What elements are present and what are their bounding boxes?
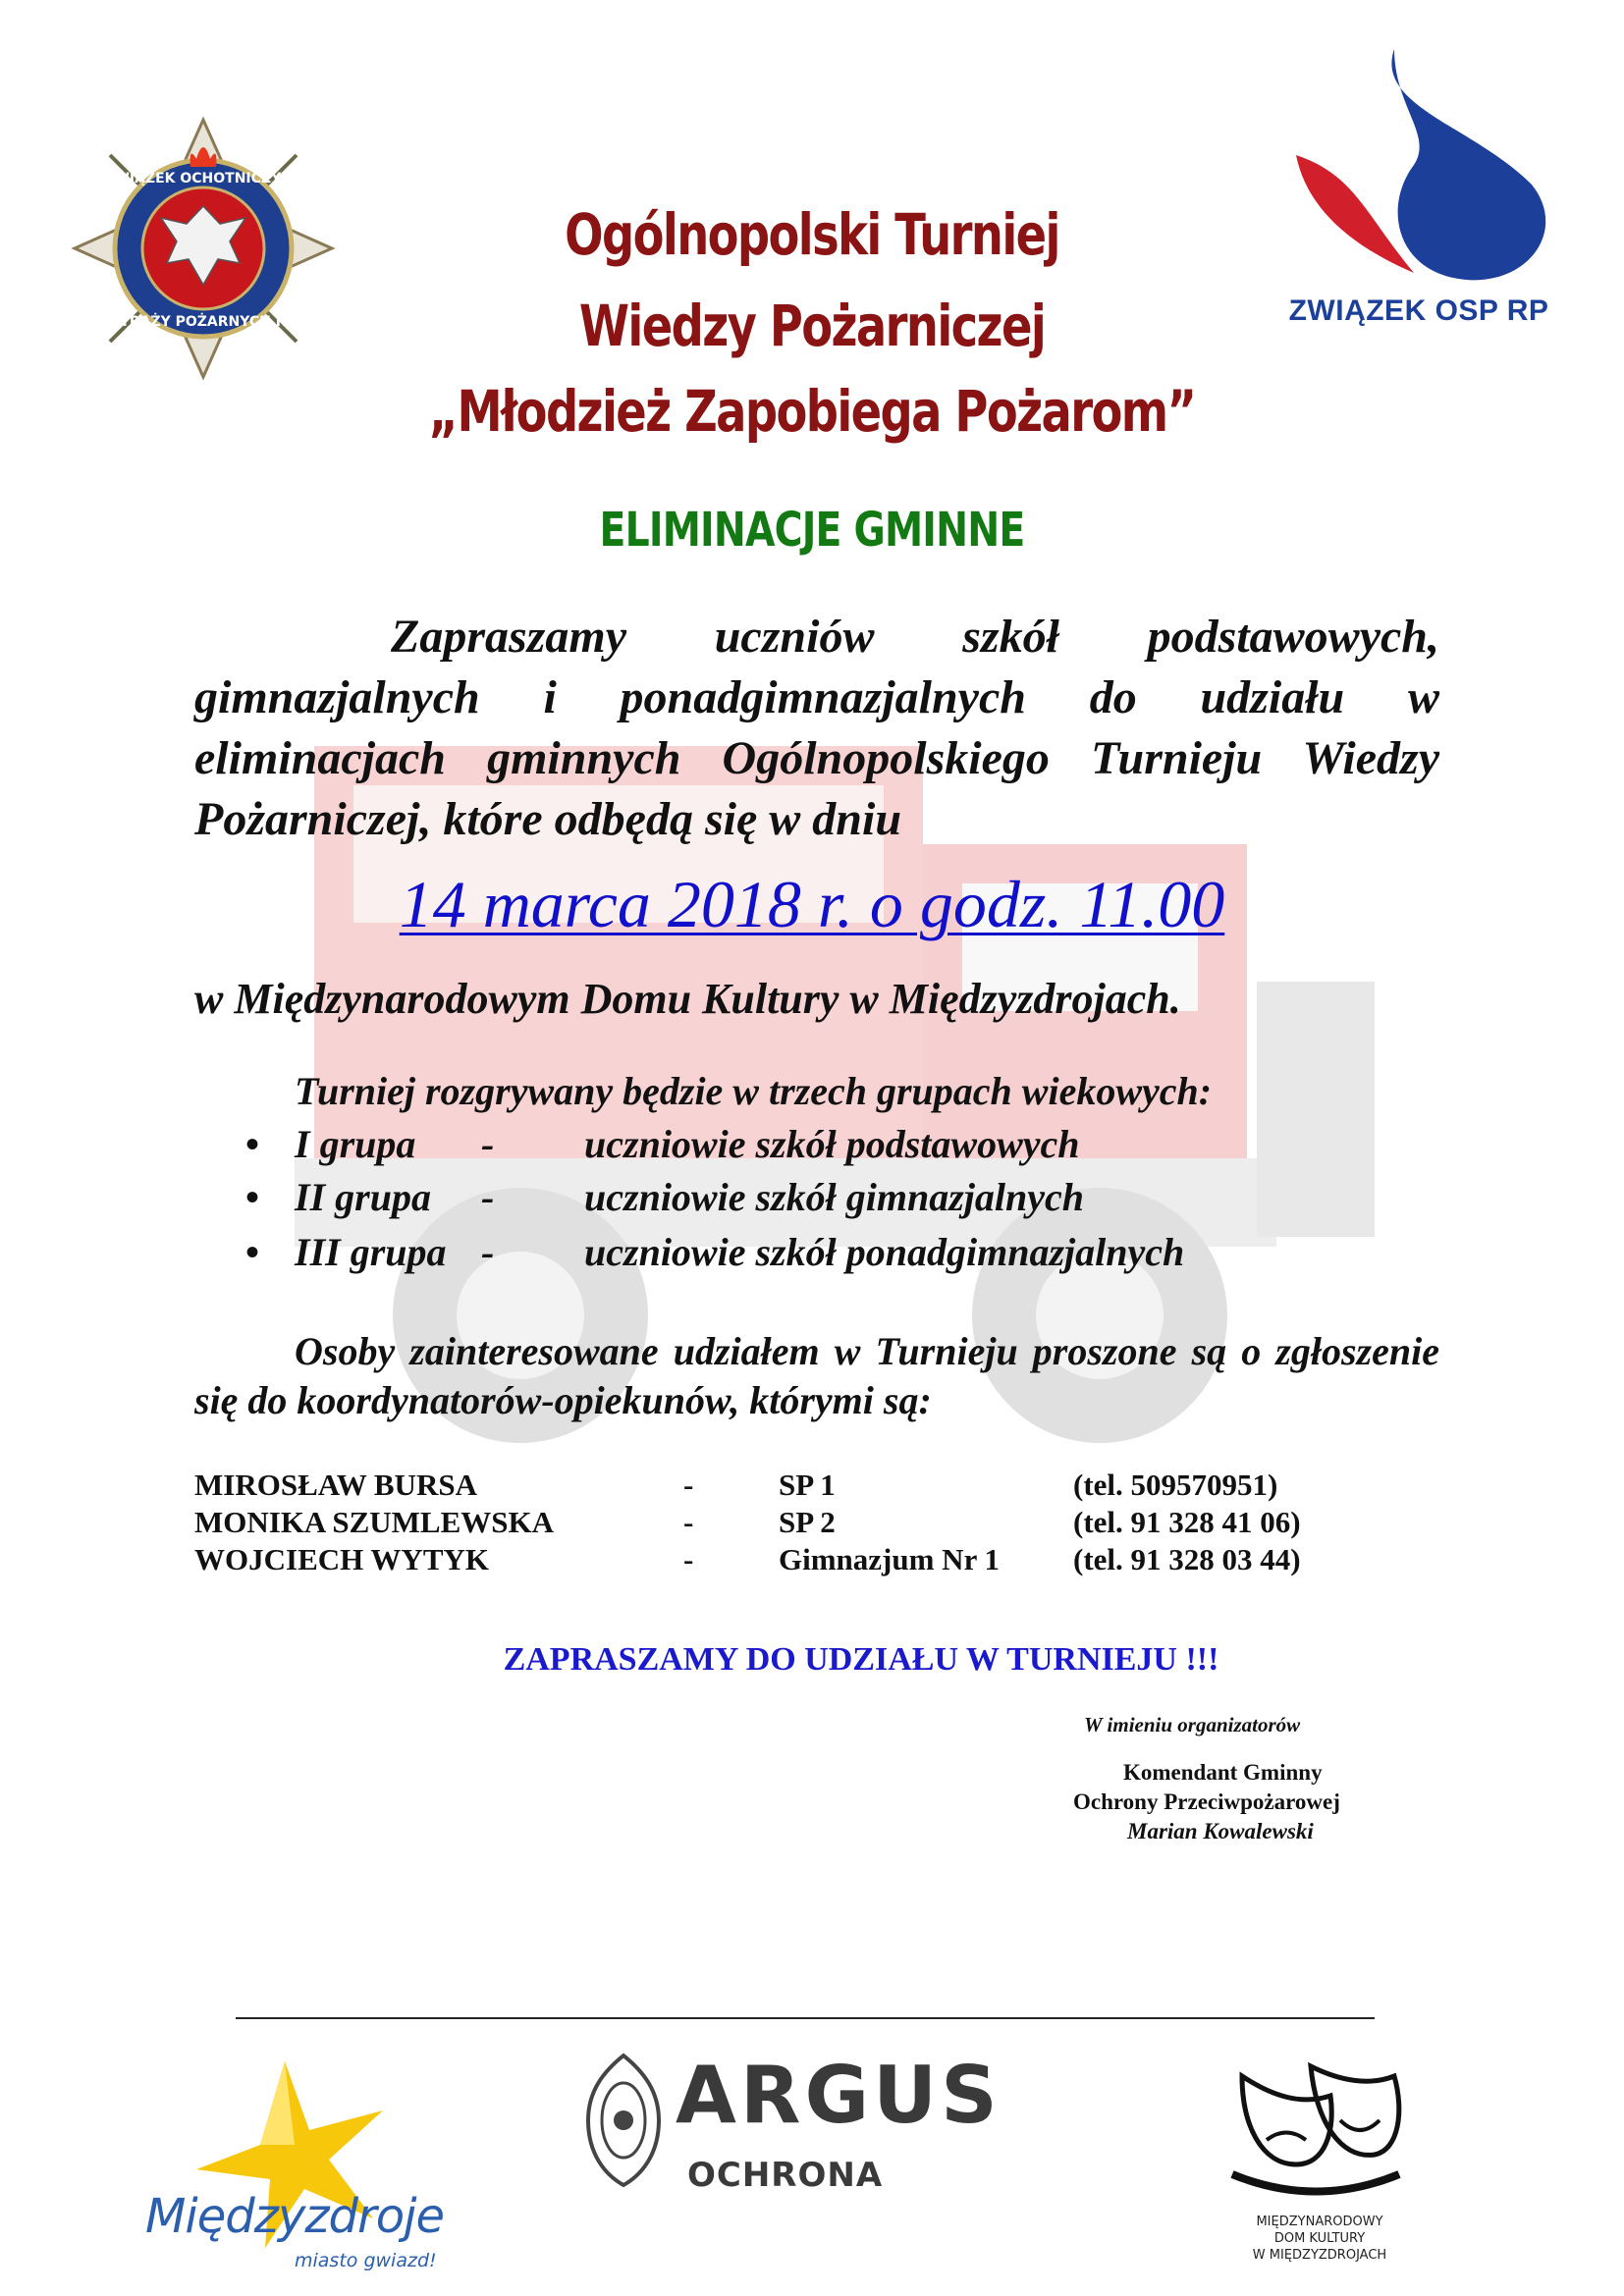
signature-title-line-2: Ochrony Przeciwpożarowej: [1073, 1789, 1340, 1814]
group-description: uczniowie szkół ponadgimnazjalnych: [584, 1230, 1185, 1274]
coordinator-name: WOJCIECH WYTYK: [194, 1542, 489, 1576]
argus-logo-name: ARGUS: [676, 2050, 1001, 2141]
coordinator-name: MONIKA SZUMLEWSKA: [194, 1505, 555, 1539]
coordinator-school: SP 1: [779, 1468, 836, 1502]
event-date: 14 marca 2018 r. o godz. 11.00: [399, 867, 1225, 941]
argus-shield-logo-icon: [584, 2052, 663, 2189]
coordinator-dash: -: [683, 1468, 694, 1502]
page-title-line-1: Ogólnopolski Turniej: [565, 201, 1059, 268]
mdk-logo-line: MIĘDZYNARODOWY: [1256, 2215, 1383, 2229]
emblem-ring-bottom-text: STRAŻY POŻARNYCH RP: [110, 314, 297, 330]
group-name: I grupa: [295, 1122, 416, 1166]
group-dash: -: [481, 1122, 495, 1166]
signature-title-line-1: Komendant Gminny: [1123, 1760, 1323, 1785]
page-title-line-2: Wiedzy Pożarniczej: [578, 293, 1046, 359]
group-name: III grupa: [295, 1230, 447, 1274]
coordinator-dash: -: [683, 1542, 694, 1576]
bullet-icon: •: [245, 1122, 260, 1166]
closing-invitation: ZAPRASZAMY DO UDZIAŁU W TURNIEJU !!!: [503, 1641, 1219, 1678]
invitation-paragraph: Zapraszamy uczniów szkół podstawowych, gimnazjalnych i ponadgimnazjalnych do udziału w eliminacjach gminnych Ogólnopolskiego Turnieju Wiedzy Pożarniczej, które odbędą się w dniu: [194, 611, 1439, 845]
bullet-icon: •: [245, 1230, 260, 1274]
page-title-line-3: „Młodzież Zapobiega Pożarom”: [428, 378, 1196, 445]
emblem-ring-top-text: ZWIĄZEK OCHOTNICZYCH: [104, 171, 302, 187]
miedzyzdroje-logo-text: Międzyzdroje: [145, 2189, 444, 2244]
coordinator-phone: (tel. 509570951): [1073, 1468, 1278, 1502]
group-description: uczniowie szkół gimnazjalnych: [584, 1175, 1084, 1219]
coordinator-school: SP 2: [779, 1505, 836, 1539]
coordinator-phone: (tel. 91 328 03 44): [1073, 1542, 1301, 1576]
signature-org: W imieniu organizatorów: [1084, 1713, 1301, 1736]
group-dash: -: [481, 1175, 495, 1219]
group-description: uczniowie szkół podstawowych: [584, 1122, 1080, 1166]
coordinator-name: MIROSŁAW BURSA: [194, 1468, 477, 1502]
signature-name: Marian Kowalewski: [1127, 1819, 1314, 1843]
mdk-logo-line: DOM KULTURY: [1273, 2231, 1366, 2246]
miedzyzdroje-logo-tagline: miasto gwiazd!: [295, 2250, 437, 2271]
argus-logo-sub: OCHRONA: [687, 2156, 884, 2195]
contact-intro-paragraph: Osoby zainteresowane udziałem w Turnieju proszone są o zgłoszenie się do koordynatorów-opiekunów, którymi są:: [194, 1329, 1439, 1422]
theatre-masks-logo-icon: [1222, 2037, 1409, 2204]
footer-divider: [236, 2017, 1375, 2019]
bullet-icon: •: [245, 1175, 260, 1219]
event-venue: w Międzynarodowym Domu Kultury w Międzyzdrojach.: [194, 975, 1181, 1023]
mdk-logo-line: W MIĘDZYZDROJACH: [1252, 2248, 1387, 2263]
coordinator-dash: -: [683, 1505, 694, 1539]
groups-intro-text: Turniej rozgrywany będzie w trzech grupach wiekowych:: [295, 1069, 1213, 1113]
coordinator-school: Gimnazjum Nr 1: [779, 1542, 1001, 1576]
coordinator-phone: (tel. 91 328 41 06): [1073, 1505, 1301, 1539]
group-dash: -: [481, 1230, 495, 1274]
osp-logo-caption: ZWIĄZEK OSP RP: [1288, 294, 1549, 327]
group-name: II grupa: [295, 1175, 431, 1219]
subtitle-heading: ELIMINACJE GMINNE: [599, 503, 1025, 558]
